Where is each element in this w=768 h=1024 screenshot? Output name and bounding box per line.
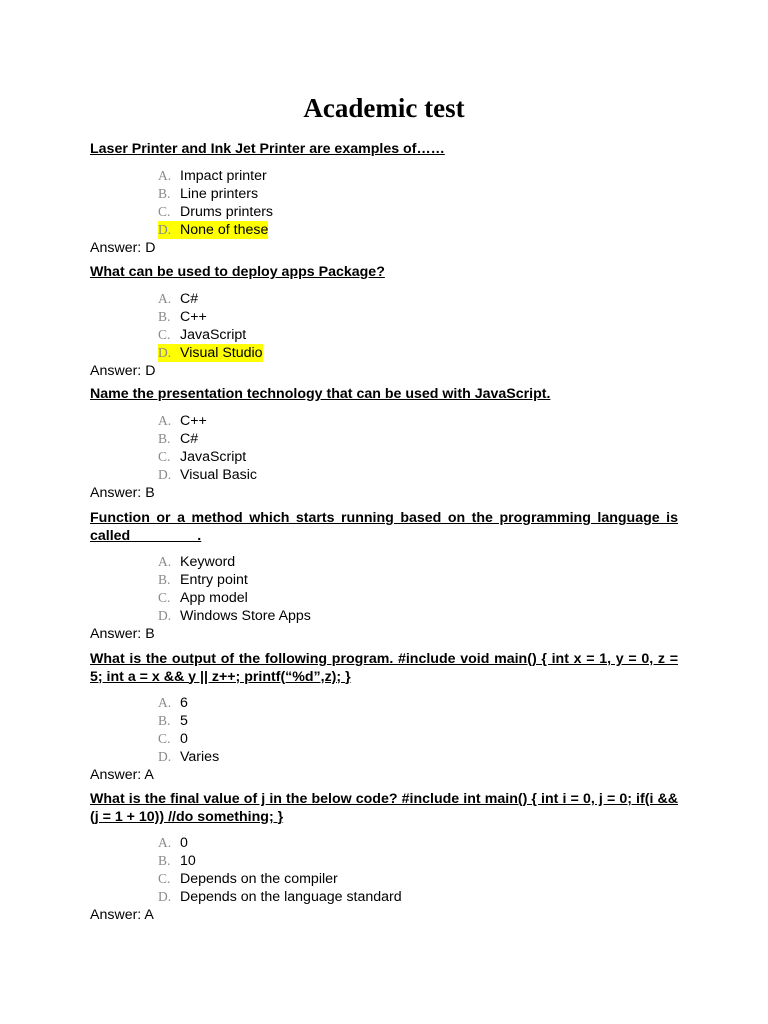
page-title: Academic test <box>303 93 465 123</box>
option-letter: A. <box>158 290 172 306</box>
option-b <box>158 712 678 730</box>
option-text: 0 <box>180 731 188 747</box>
option-text: Keyword <box>180 554 236 570</box>
answer-text: Answer: A <box>90 767 154 783</box>
option-letter: C. <box>158 326 171 342</box>
option-letter: D. <box>158 889 172 904</box>
option-d-highlighted <box>158 221 678 239</box>
option-letter: C. <box>158 731 171 746</box>
option-letter: B. <box>158 572 171 587</box>
option-letter: A. <box>158 167 172 183</box>
option-letter: A. <box>158 412 172 428</box>
answer-text: Answer: B <box>90 484 155 501</box>
question-block-3 <box>90 386 678 502</box>
option-c <box>158 730 678 748</box>
question-text: What can be used to deploy apps Package? <box>90 264 385 280</box>
option-text: Visual Basic <box>180 466 258 483</box>
option-text: C# <box>180 430 199 447</box>
option-letter: D. <box>158 466 172 482</box>
options-list <box>90 553 678 625</box>
question-text: Name the presentation technology that can be used with JavaScript. <box>90 386 551 402</box>
answer-text: Answer: B <box>90 626 155 642</box>
option-c <box>158 589 678 607</box>
option-letter: C. <box>158 448 171 464</box>
option-text: Entry point <box>180 572 248 588</box>
option-text: Drums printers <box>180 203 274 220</box>
option-text: Varies <box>180 749 220 765</box>
option-letter: C. <box>158 590 171 605</box>
option-d <box>158 888 678 906</box>
options-list <box>90 834 678 906</box>
option-text: Windows Store Apps <box>180 608 311 624</box>
option-b <box>158 430 678 448</box>
question-block-2 <box>90 264 678 380</box>
options-list <box>90 412 678 484</box>
option-text: JavaScript <box>180 448 247 465</box>
option-letter: B. <box>158 308 171 324</box>
option-letter: D. <box>158 608 172 623</box>
option-a <box>158 553 678 571</box>
option-text: App model <box>180 590 248 606</box>
option-letter: B. <box>158 853 171 868</box>
option-d <box>158 607 678 625</box>
option-text: 5 <box>180 713 188 729</box>
option-text: None of these <box>180 221 269 238</box>
options-list <box>90 290 678 362</box>
option-b <box>158 185 678 203</box>
option-text: 0 <box>180 835 188 851</box>
option-text: Depends on the language standard <box>180 889 402 905</box>
option-c <box>158 448 678 466</box>
options-list <box>90 167 678 239</box>
option-letter: B. <box>158 185 171 201</box>
option-text: Visual Studio <box>180 344 263 361</box>
option-a <box>158 412 678 430</box>
highlight-mark <box>158 344 263 362</box>
option-c <box>158 326 678 344</box>
question-block-6 <box>90 791 678 924</box>
option-text: JavaScript <box>180 326 247 343</box>
options-list <box>90 694 678 766</box>
option-letter: B. <box>158 713 171 728</box>
option-a <box>158 694 678 712</box>
option-letter: D. <box>158 221 172 237</box>
option-c <box>158 870 678 888</box>
question-block-5 <box>90 651 678 784</box>
answer-text: Answer: A <box>90 907 154 923</box>
question-text: What is the final value of j in the below code? #include int main() { int i = 0, j = 0; if(i && (j = 1 + 10)) //do something; } <box>90 791 678 825</box>
highlight-mark <box>158 221 268 239</box>
question-text: What is the output of the following program. #include void main() { int x = 1, y = 0, z = 5; int a = x && y || z++; printf(“%d”,z); } <box>90 651 678 685</box>
option-b <box>158 571 678 589</box>
option-letter: D. <box>158 749 172 764</box>
option-b <box>158 308 678 326</box>
option-letter: A. <box>158 554 172 569</box>
option-letter: C. <box>158 871 171 886</box>
option-letter: A. <box>158 835 172 850</box>
option-text: C# <box>180 290 199 307</box>
option-d <box>158 748 678 766</box>
question-block-4 <box>90 510 678 643</box>
option-text: Depends on the compiler <box>180 871 338 887</box>
option-a <box>158 290 678 308</box>
question-text: Laser Printer and Ink Jet Printer are examples of…… <box>90 141 445 157</box>
option-text: 6 <box>180 695 188 711</box>
option-text: Line printers <box>180 185 259 202</box>
option-text: C++ <box>180 412 207 429</box>
option-a <box>158 167 678 185</box>
option-letter: D. <box>158 344 172 360</box>
option-d-highlighted <box>158 344 678 362</box>
option-a <box>158 834 678 852</box>
question-block-1 <box>90 141 678 257</box>
answer-text: Answer: D <box>90 239 156 256</box>
option-c <box>158 203 678 221</box>
option-text: Impact printer <box>180 167 267 184</box>
option-b <box>158 852 678 870</box>
option-text: 10 <box>180 853 196 869</box>
question-text: Function or a method which starts running based on the programming language is called ________. <box>90 510 678 544</box>
option-letter: C. <box>158 203 171 219</box>
option-d <box>158 466 678 484</box>
option-text: C++ <box>180 308 207 325</box>
answer-text: Answer: D <box>90 362 156 379</box>
option-letter: A. <box>158 695 172 710</box>
option-letter: B. <box>158 430 171 446</box>
